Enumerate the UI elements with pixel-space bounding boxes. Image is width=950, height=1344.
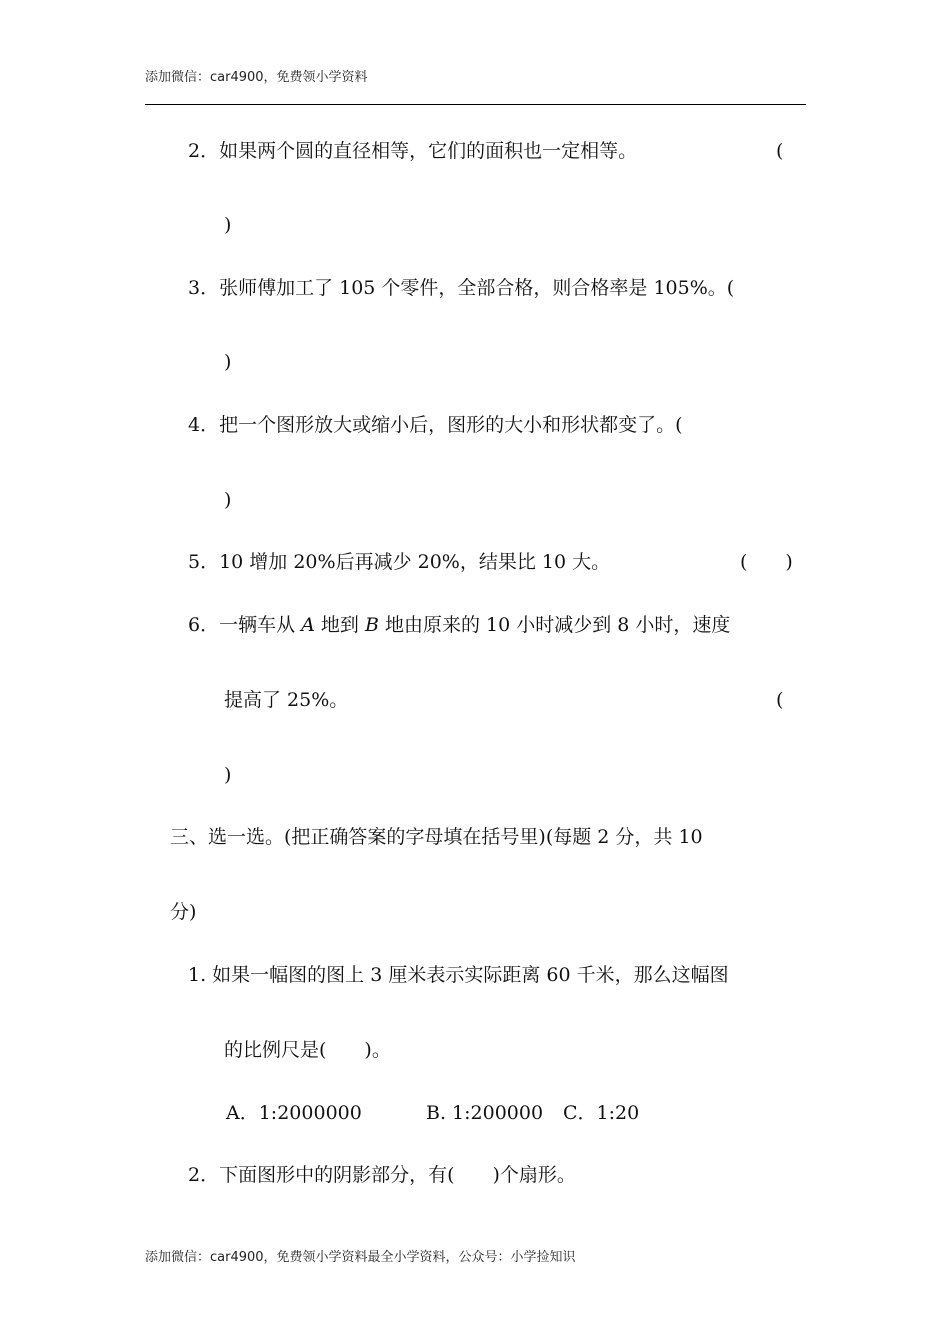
page-header: 添加微信：car4900，免费领小学资料: [145, 70, 368, 85]
answer-paren-open-2: (: [776, 140, 784, 162]
choice-1-option-a: A．1:2000000: [226, 1102, 362, 1124]
q6-text-a: 6．一辆车从: [188, 614, 302, 636]
q6-text-c: 地由原来的 10 小时减少到 8 小时，速度: [378, 614, 731, 636]
q6-var-a: A: [301, 614, 315, 636]
answer-paren-close-4: ): [224, 489, 232, 511]
judge-question-4: 4．把一个图形放大或缩小后，图形的大小和形状都变了。(: [188, 414, 683, 436]
choice-question-2: 2．下面图形中的阴影部分，有( )个扇形。: [188, 1164, 576, 1186]
choice-question-1: 1. 如果一幅图的图上 3 厘米表示实际距离 60 千米，那么这幅图: [188, 964, 729, 986]
answer-paren-close-2: ): [224, 214, 232, 236]
answer-paren-close-6: ): [224, 764, 232, 786]
answer-paren-open-6: (: [776, 689, 784, 711]
choice-1-option-b: B. 1:200000: [426, 1102, 544, 1124]
choice-1-option-c: C．1:20: [563, 1102, 640, 1124]
section-3-heading: 三、选一选。(把正确答案的字母填在括号里)(每题 2 分，共 10: [170, 826, 703, 848]
header-rule: [145, 104, 806, 105]
answer-paren-5: ( ): [740, 551, 793, 573]
judge-question-2: 2．如果两个圆的直径相等，它们的面积也一定相等。: [188, 140, 638, 162]
judge-question-3: 3．张师傅加工了 105 个零件，全部合格，则合格率是 105%。(: [188, 277, 735, 299]
judge-question-6-cont: 提高了 25%。: [224, 689, 349, 711]
section-3-heading-cont: 分): [170, 901, 197, 923]
judge-question-6: [188, 613, 730, 637]
page-footer: 添加微信：car4900，免费领小学资料最全小学资料，公众号：小学捡知识: [145, 1250, 576, 1265]
q6-var-b: B: [364, 614, 379, 636]
choice-question-1-cont: 的比例尺是( )。: [224, 1039, 391, 1061]
answer-paren-close-3: ): [224, 351, 232, 373]
q6-text-b: 地到: [314, 614, 365, 636]
judge-question-5: 5．10 增加 20%后再减少 20%，结果比 10 大。: [188, 551, 611, 573]
